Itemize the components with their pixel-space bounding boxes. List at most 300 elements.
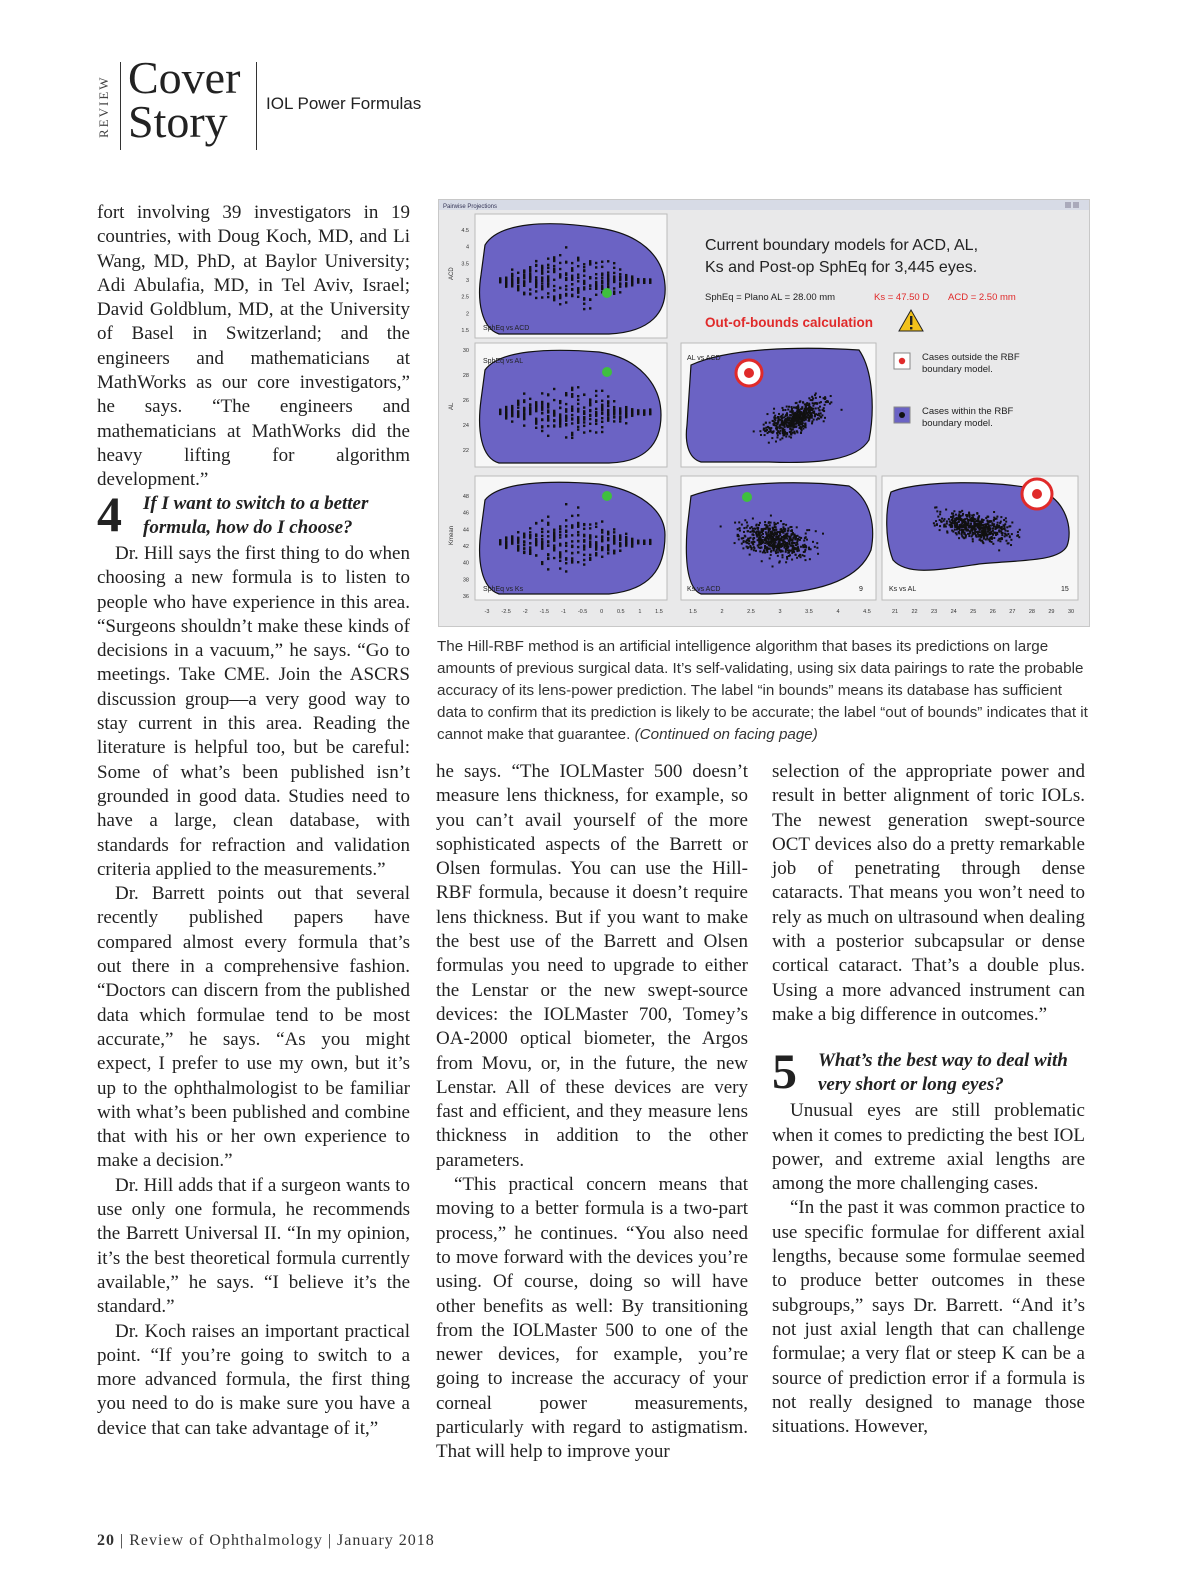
data-point [797,544,799,546]
data-point [541,401,543,403]
data-point [601,408,603,410]
data-point [583,410,585,412]
data-point [819,396,821,398]
data-point [742,547,744,549]
x-tick-label: -1 [560,609,566,615]
data-point [577,416,579,418]
data-point [523,414,525,416]
data-point [565,277,567,279]
data-point [613,420,615,422]
data-point [613,262,615,264]
data-point [607,538,609,540]
data-point [583,406,585,408]
data-point [571,405,573,407]
data-point [780,539,782,541]
data-point [577,276,579,278]
data-point [541,288,543,290]
data-point [589,404,591,406]
data-point [798,536,800,538]
data-point [739,527,741,529]
data-point [987,529,989,531]
data-point [583,554,585,556]
data-point [975,524,977,526]
data-point [1000,530,1002,532]
data-point [583,266,585,268]
data-point [770,544,772,546]
data-point [816,418,818,420]
data-point [547,411,549,413]
data-point [613,410,615,412]
data-point [577,506,579,508]
question-number: 4 [97,486,122,542]
data-point [517,415,519,417]
data-point [747,546,749,548]
data-point [791,539,793,541]
x-tick-label: 3 [778,609,782,615]
data-point [577,273,579,275]
data-point [595,419,597,421]
data-point [625,282,627,284]
data-point [771,431,773,433]
data-point [607,271,609,273]
data-point [802,546,804,548]
data-point [565,261,567,263]
data-point [792,542,794,544]
data-point [547,280,549,282]
out-of-bounds-marker [1022,479,1052,509]
data-point [529,278,531,280]
data-point [792,546,794,548]
data-point [790,414,792,416]
column-2 [436,760,748,1465]
data-point [577,540,579,542]
data-point [777,551,779,553]
data-point [775,526,777,528]
data-point [559,560,561,562]
data-point [541,296,543,298]
data-point [547,535,549,537]
data-point [766,524,768,526]
data-point [619,268,621,270]
data-point [996,524,998,526]
data-point [958,528,960,530]
x-tick-label: -0.5 [577,609,588,615]
data-point [811,396,813,398]
data-point [583,540,585,542]
data-point [934,507,936,509]
data-point [768,442,770,444]
data-point [768,530,770,532]
data-point [595,431,597,433]
data-point [816,542,818,544]
data-point [787,527,789,529]
data-point [1003,525,1005,527]
out-of-bounds-marker [736,360,762,386]
data-point [759,522,761,524]
y-tick-label: 40 [462,560,469,567]
data-point [547,544,549,546]
data-point [559,544,561,546]
data-point [984,534,986,536]
data-point [529,288,531,290]
data-point [939,513,941,515]
data-point [772,541,774,543]
data-point [559,287,561,289]
data-point [769,524,771,526]
data-point [812,405,814,407]
data-point [559,274,561,276]
data-point [778,562,780,564]
data-point [529,292,531,294]
data-point [800,546,802,548]
data-point [1017,531,1019,533]
y-axis-title: AL [449,402,455,410]
data-point [772,565,774,567]
y-tick-label: 26 [462,398,469,404]
data-point [517,285,519,287]
data-point [804,551,806,553]
data-point [595,273,597,275]
data-point [808,397,810,399]
data-point [505,280,507,282]
data-point [529,398,531,400]
data-point [571,414,573,416]
data-point [809,406,811,408]
data-point [505,537,507,539]
data-point [998,531,1000,533]
data-point [954,518,956,520]
data-point [819,409,821,411]
data-point [738,538,740,540]
data-point [799,401,801,403]
footer-sep: | [120,1532,130,1549]
data-point [974,530,976,532]
data-point [565,550,567,552]
data-point [565,415,567,417]
data-point [517,406,519,408]
question-text: What’s the best way to deal with very short or long eyes? [818,1050,1068,1096]
data-point [583,528,585,530]
data-point [547,264,549,266]
data-point [601,520,603,522]
data-point [511,540,513,542]
data-point [785,436,787,438]
data-point [992,530,994,532]
data-point [553,399,555,401]
data-point [601,556,603,558]
warning-icon [899,310,923,331]
data-point [756,536,758,538]
data-point [625,538,627,540]
data-point [775,542,777,544]
data-point [571,434,573,436]
data-point [755,524,757,526]
data-point [583,524,585,526]
data-point [772,537,774,539]
data-point [958,513,960,515]
data-point [958,511,960,513]
data-point [589,546,591,548]
data-point [793,407,795,409]
data-point [559,567,561,569]
data-point [959,518,961,520]
data-point [763,424,765,426]
data-point [535,276,537,278]
data-point [553,420,555,422]
data-point [762,536,764,538]
data-point [541,531,543,533]
data-point [547,554,549,556]
data-point [541,538,543,540]
data-point [825,401,827,403]
data-point [583,275,585,277]
data-point [821,414,823,416]
rbf-boundary-figure [438,199,1090,627]
x-tick-label: 1.5 [655,609,663,615]
data-point [994,518,996,520]
data-point [764,521,766,523]
data-point [778,548,780,550]
data-point [1018,536,1020,538]
data-point [997,539,999,541]
x-tick-label: -2.5 [501,609,511,615]
data-point [805,407,807,409]
data-point [983,519,985,521]
data-point [746,521,748,523]
data-point [547,568,549,570]
data-point [768,431,770,433]
data-point [559,294,561,296]
x-tick-label: 2.5 [747,609,755,615]
y-tick-label: 24 [462,423,469,429]
data-point [583,544,585,546]
data-point [1006,526,1008,528]
data-point [631,282,633,284]
data-point [523,407,525,409]
data-point [541,285,543,287]
data-point [523,399,525,401]
data-point [777,522,779,524]
y-tick-label: 46 [462,510,469,517]
data-point [806,539,808,541]
data-point [780,551,782,553]
data-point [517,413,519,415]
data-point [565,531,567,533]
data-point [517,542,519,544]
data-point [801,424,803,426]
data-point [941,518,943,520]
data-point [595,413,597,415]
data-point [547,266,549,268]
data-point [607,276,609,278]
data-point [745,541,747,543]
data-point [954,522,956,524]
data-point [779,416,781,418]
data-point [577,265,579,267]
data-point [805,424,807,426]
window-title: Pairwise Projections [443,204,498,210]
data-point [523,283,525,285]
data-point [577,551,579,553]
data-point [975,534,977,536]
data-point [505,285,507,287]
legend-within-dot [899,412,905,418]
data-point [553,299,555,301]
data-point [535,279,537,281]
data-point [772,528,774,530]
data-point [982,530,984,532]
data-point [541,405,543,407]
data-point [817,407,819,409]
data-point [992,527,994,529]
data-point [785,420,787,422]
data-point [759,430,761,432]
data-point [999,522,1001,524]
x-tick-layer [485,609,1075,615]
data-point [805,536,807,538]
data-point [631,413,633,415]
data-point [535,290,537,292]
paragraph: Dr. Hill says the first thing to do when choosing a new formula is to listen to people who have experience in this area. “Surgeons shouldn’t make these kinds of decisions in a vacuum,” he says. “Go to meetings. Take CME. Join the ASCRS discussion group—a very good way to stay current in this area. Reading the literature is helpful too, but be careful: Some of what’s been published isn’t grounded in good data. Studies need to have a large, clean database, with standards for refraction and validation criteria applied to the measurements.” [97,543,410,880]
data-point [553,289,555,291]
data-point [589,276,591,278]
y-tick-label: 22 [462,448,469,454]
data-point [978,524,980,526]
legend-outside-label: boundary model. [922,364,993,375]
data-point [770,522,772,524]
data-point [968,512,970,514]
data-point [601,390,603,392]
data-point [803,413,805,415]
data-point [773,522,775,524]
header-divider [256,62,257,150]
data-point [796,422,798,424]
data-point [583,559,585,561]
data-point [553,549,555,551]
data-point [571,526,573,528]
data-point [1006,535,1008,537]
data-point [601,413,603,415]
data-point [796,431,798,433]
data-point [785,561,787,563]
data-point [805,533,807,535]
data-point [952,516,954,518]
data-point [583,412,585,414]
data-point [966,514,968,516]
data-point [601,281,603,283]
data-point [956,522,958,524]
data-point [741,538,743,540]
data-point [759,542,761,544]
data-point [571,540,573,542]
data-point [553,531,555,533]
data-point [743,531,745,533]
data-point [804,422,806,424]
data-point [559,268,561,270]
issue-date: January 2018 [337,1532,435,1549]
data-point [613,406,615,408]
data-point [583,431,585,433]
data-point [547,523,549,525]
data-point [946,530,948,532]
data-point [607,405,609,407]
data-point [523,541,525,543]
data-point [824,417,826,419]
data-point [827,400,829,402]
legend-outside-label: Cases outside the RBF [922,352,1020,363]
data-point [583,263,585,265]
data-point [977,524,979,526]
data-point [589,285,591,287]
data-point [577,395,579,397]
data-point [782,409,784,411]
data-point [613,552,615,554]
data-point [761,539,763,541]
data-point [804,559,806,561]
x-tick-label: 0 [600,609,604,615]
data-point [781,407,783,409]
data-point [559,415,561,417]
data-point [815,397,817,399]
data-point [571,418,573,420]
data-point [951,513,953,515]
data-point [595,390,597,392]
data-point [499,281,501,283]
data-point [796,526,798,528]
data-point [979,521,981,523]
data-point [979,538,981,540]
data-point [547,296,549,298]
data-point [505,283,507,285]
data-point [985,538,987,540]
question-5-heading [772,1043,1085,1100]
data-point [535,420,537,422]
data-point [789,411,791,413]
data-point [619,291,621,293]
data-point [800,419,802,421]
data-point [517,282,519,284]
data-point [755,550,757,552]
data-point [992,543,994,545]
data-point [607,400,609,402]
data-point [985,524,987,526]
data-point [535,427,537,429]
data-point [595,423,597,425]
data-point [990,525,992,527]
data-point [601,431,603,433]
data-point [777,417,779,419]
data-point [789,541,791,543]
data-point [1004,535,1006,537]
data-point [803,410,805,412]
data-point [631,545,633,547]
data-point [954,529,956,531]
data-point [565,562,567,564]
data-point [613,550,615,552]
data-point [798,423,800,425]
data-point [589,401,591,403]
data-point [565,519,567,521]
data-point [517,549,519,551]
data-point [553,256,555,258]
data-point [547,271,549,273]
data-point [790,433,792,435]
data-point [811,412,813,414]
data-point [601,404,603,406]
data-point [779,427,781,429]
data-point [541,392,543,394]
data-point [946,520,948,522]
